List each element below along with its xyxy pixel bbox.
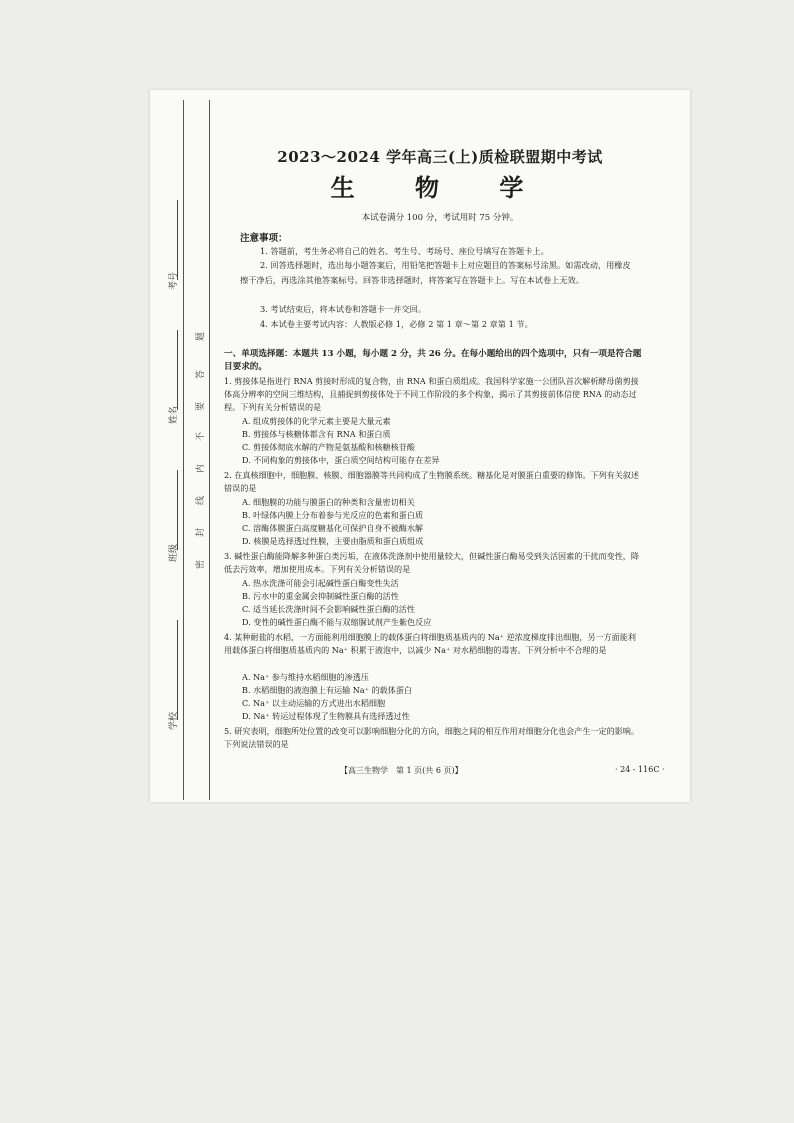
exam-info: 本试卷满分 100 分，考试用时 75 分钟。 [361,213,519,223]
binding-line-outer [183,100,184,800]
binding-line-inner [209,100,210,800]
name-line [177,330,178,410]
seal-char: 要 [196,401,207,412]
notice-item: 1. 答题前，考生务必将自己的姓名、考生号、考场号、座位号填写在答题卡上。 [260,246,549,256]
question-option: B. 水稻细胞的液泡膜上有运输 Na⁺ 的载体蛋白 [242,685,413,695]
notice-heading: 注意事项： [240,233,288,244]
subject-title: 生 物 学 [330,173,550,202]
notice-item: 4. 本试卷主要考试内容：人教版必修 1，必修 2 第 1 章～第 2 章第 1 节。 [260,319,533,329]
seal-char: 答 [196,369,207,380]
class-label: 班级 [169,543,179,562]
question-option: D. 核膜是选择透过性膜，主要由脂质和蛋白质组成 [242,536,424,546]
school-label: 学校 [169,711,179,730]
school-line [177,620,178,720]
exam-no-line [177,200,178,280]
question-option: C. 适当延长洗涤时间不会影响碱性蛋白酶的活性 [242,604,415,614]
exam-title: 2023～2024 学年高三(上)质检联盟期中考试 [277,148,603,166]
question-stem: 1. 剪接体是指进行 RNA 剪接时形成的复合物，由 RNA 和蛋白质组成。我国科学家施一公团队首次解析酵母菌剪接体高分辨率的空间三维结构，且捕捉到剪接体处于不同工作阶段的多个构象，揭示了其剪接前体信使 RNA 的动态过程。下列有关分析错误的是 [224,376,639,412]
paper-code: · 24 - 116C · [615,765,665,774]
question-option: B. 剪接体与核糖体都含有 RNA 和蛋白质 [242,429,391,439]
page-footer: 【高三生物学 第 1 页(共 6 页)】 [340,766,463,775]
seal-char: 线 [196,495,207,506]
question-option: A. 细胞膜的功能与膜蛋白的种类和含量密切相关 [242,497,415,507]
question-stem: 4. 某种耐盐的水稻，一方面能利用细胞膜上的载体蛋白将细胞质基质内的 Na⁺ 逆浓度梯度排出细胞，另一方面能利用载体蛋白将细胞质基质内的 Na⁺ 积累于液泡中，以减少 Na⁺ 对水稻细胞的毒害。下列分析中不合理的是 [224,632,637,655]
notice-item: 2. 回答选择题时，选出每小题答案后，用铅笔把答题卡上对应题目的答案标号涂黑。如需改动，用橡皮擦干净后，再选涂其他答案标号。回答非选择题时，将答案写在答题卡上。写在本试卷上无效。 [240,260,631,285]
question-stem: 3. 碱性蛋白酶能降解多种蛋白类污垢，在液体洗涤剂中使用量较大，但碱性蛋白酶易受到失活因素的干扰而变性，降低去污效率，增加使用成本。下列有关分析错误的是 [224,551,639,574]
question-option: B. 叶绿体内膜上分布着参与光反应的色素和蛋白质 [242,510,424,520]
question-stem: 5. 研究表明，细胞所处位置的改变可以影响细胞分化的方向，细胞之间的相互作用对细胞分化也会产生一定的影响。下列说法错误的是 [224,726,639,749]
question-option: C. 剪接体彻底水解的产物是氨基酸和核糖核苷酸 [242,442,415,452]
section-heading: 一、单项选择题：本题共 13 小题，每小题 2 分，共 26 分。在每小题给出的四个选项中，只有一项是符合题目要求的。 [224,349,642,372]
question-stem: 2. 在真核细胞中，细胞膜、核膜、细胞器膜等共同构成了生物膜系统。糖基化是对膜蛋白重要的修饰。下列有关叙述错误的是 [224,470,639,493]
question-option: C. 溶酶体膜蛋白高度糖基化可保护自身不被酶水解 [242,523,424,533]
question-option: A. 热水洗涤可能会引起碱性蛋白酶变性失活 [242,578,399,588]
seal-char: 内 [196,463,207,474]
seal-char: 不 [196,431,207,442]
class-line [177,470,178,550]
seal-char: 密 [196,559,207,570]
seal-char: 题 [196,331,207,342]
question-option: C. Na⁺ 以主动运输的方式进出水稻细胞 [242,698,386,708]
question-option: A. Na⁺ 参与维持水稻细胞的渗透压 [242,672,369,682]
seal-char: 封 [196,527,207,538]
exam-no-label: 考号 [169,271,179,290]
question-option: D. Na⁺ 转运过程体现了生物膜具有选择透过性 [242,711,410,721]
question-option: D. 变性的碱性蛋白酶不能与双缩脲试剂产生紫色反应 [242,617,432,627]
question-option: B. 污水中的重金属会抑制碱性蛋白酶的活性 [242,591,399,601]
name-label: 姓名 [169,405,179,424]
notice-item: 3. 考试结束后，将本试卷和答题卡一并交回。 [260,304,426,314]
question-option: A. 组成剪接体的化学元素主要是大量元素 [242,416,391,426]
question-option: D. 不同构象的剪接体中，蛋白质空间结构可能存在差异 [242,455,440,465]
